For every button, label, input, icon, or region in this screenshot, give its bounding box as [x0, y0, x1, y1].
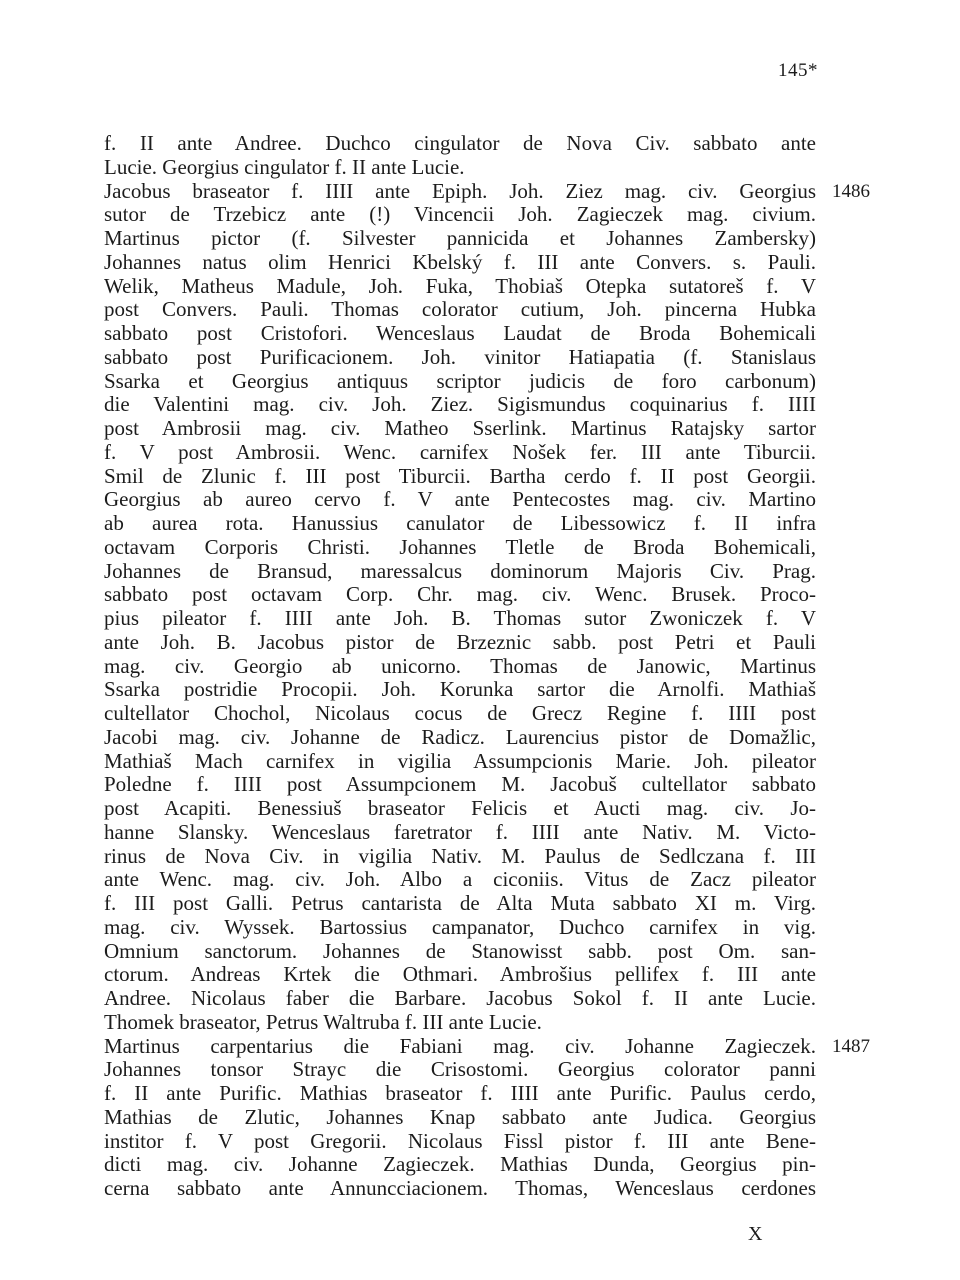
text-line: Welik, Matheus Madule, Joh. Fuka, Thobiaš Otepka sutatoreš f. V	[104, 273, 816, 298]
text-line: f. II ante Purific. Mathias braseator f. IIII ante Purific. Paulus cerdo,	[104, 1081, 816, 1105]
text-line: post Acapiti. Benessiuš braseator Felicis et Aucti mag. civ. Jo-	[104, 796, 816, 820]
text-line: Lucie. Georgius cingulator f. II ante Lucie.	[104, 154, 465, 179]
text-line: Thomek braseator, Petrus Waltruba f. III ante Lucie.	[104, 1009, 542, 1034]
text-line: pius pileator f. IIII ante Joh. B. Thomas sutor Zwoniczek f. V	[104, 606, 816, 630]
text-line: post Convers. Pauli. Thomas colorator cutium, Joh. pincerna Hubka	[104, 297, 816, 322]
page-number: 145*	[778, 60, 818, 81]
text-line: f. V post Ambrosii. Wenc. carnifex Nošek fer. III ante Tiburcii.	[104, 439, 816, 464]
text-line: ctorum. Andreas Krtek die Othmari. Ambrošius pellifex f. III ante	[104, 962, 816, 987]
text-line: Johannes natus olim Henrici Kbelský f. III ante Convers. s. Pauli.	[104, 249, 816, 274]
margin-year-1487: 1487	[832, 1035, 870, 1057]
text-line: Georgius ab aureo cervo f. V ante Pentecostes mag. civ. Martino	[104, 487, 816, 512]
text-line: Martinus pictor (f. Silvester pannicida et Johannes Zambersky)	[104, 226, 816, 250]
text-line: Martinus carpentarius die Fabiani mag. civ. Johanne Zagieczek.	[104, 1033, 816, 1058]
text-line: f. II ante Andree. Duchco cingulator de Nova Civ. sabbato ante	[104, 131, 816, 155]
printer-signature-mark: X	[748, 1223, 763, 1245]
text-line: rinus de Nova Civ. in vigilia Nativ. M. Paulus de Sedlczana f. III	[104, 843, 816, 868]
text-line: ante Wenc. mag. civ. Joh. Albo a ciconiis. Vitus de Zacz pileator	[104, 867, 816, 892]
text-line: institor f. V post Gregorii. Nicolaus Fissl pistor f. III ante Bene-	[104, 1128, 816, 1153]
text-line: octavam Corporis Christi. Johannes Tletle de Broda Bohemicali,	[104, 534, 816, 559]
text-line: mag. civ. Wyssek. Bartossius campanator, Duchco carnifex in vig.	[104, 914, 816, 939]
text-line: ab aurea rota. Hanussius canulator de Libessowicz f. II infra	[104, 511, 816, 535]
text-line: Jacobus braseator f. IIII ante Epiph. Joh. Ziez mag. civ. Georgius	[104, 178, 816, 203]
text-line: Omnium sanctorum. Johannes de Stanowisst sabb. post Om. san-	[104, 938, 816, 963]
text-line: Mathias de Zlutic, Johannes Knap sabbato ante Judica. Georgius	[104, 1104, 816, 1129]
text-line: post Ambrosii mag. civ. Matheo Sserlink. Martinus Ratajsky sartor	[104, 416, 816, 440]
margin-year-1486: 1486	[832, 180, 870, 202]
text-line: sabbato post Cristofori. Wenceslaus Laudat de Broda Bohemicali	[104, 321, 816, 345]
text-line: f. III post Galli. Petrus cantarista de Alta Muta sabbato XI m. Virg.	[104, 891, 816, 915]
text-line: cultellator Chochol, Nicolaus cocus de Grecz Regine f. IIII post	[104, 701, 816, 725]
text-line: sabbato post octavam Corp. Chr. mag. civ. Wenc. Brusek. Proco-	[104, 582, 816, 607]
text-line: cerna sabbato ante Annuncciacionem. Thomas, Wenceslaus cerdones	[104, 1176, 816, 1200]
text-line: Smil de Zlunic f. III post Tiburcii. Bartha cerdo f. II post Georgii.	[104, 463, 816, 488]
text-line: mag. civ. Georgio ab unicorno. Thomas de Janowic, Martinus	[104, 653, 816, 678]
text-line: Johannes de Bransud, maressalcus dominorum Majoris Civ. Prag.	[104, 558, 816, 583]
text-line: sutor de Trzebicz ante (!) Vincencii Joh. Zagieczek mag. civium.	[104, 202, 816, 227]
text-line: Poledne f. IIII post Assumpcionem M. Jacobuš cultellator sabbato	[104, 772, 816, 797]
text-line: Johannes tonsor Strayc die Crisostomi. Georgius colorator panni	[104, 1057, 816, 1082]
text-line: sabbato post Purificacionem. Joh. vinitor Hatiapatia (f. Stanislaus	[104, 344, 816, 369]
text-line: Ssarka postridie Procopii. Joh. Korunka sartor die Arnolfi. Mathiaš	[104, 677, 816, 702]
text-line: Ssarka et Georgius antiquus scriptor judicis de foro carbonum)	[104, 368, 816, 393]
document-body	[104, 132, 816, 1201]
text-line: Jacobi mag. civ. Johanne de Radicz. Laurencius pistor de Domažlic,	[104, 724, 816, 749]
text-line: hanne Slansky. Wenceslaus faretrator f. IIII ante Nativ. M. Victo-	[104, 819, 816, 844]
text-line: ante Joh. B. Jacobus pistor de Brzeznic sabb. post Petri et Pauli	[104, 629, 816, 654]
text-line: Mathiaš Mach carnifex in vigilia Assumpcionis Marie. Joh. pileator	[104, 748, 816, 773]
text-line: die Valentini mag. civ. Joh. Ziez. Sigismundus coquinarius f. IIII	[104, 392, 816, 417]
text-line: Andree. Nicolaus faber die Barbare. Jacobus Sokol f. II ante Lucie.	[104, 986, 816, 1010]
text-line: dicti mag. civ. Johanne Zagieczek. Mathias Dunda, Georgius pin-	[104, 1152, 816, 1177]
